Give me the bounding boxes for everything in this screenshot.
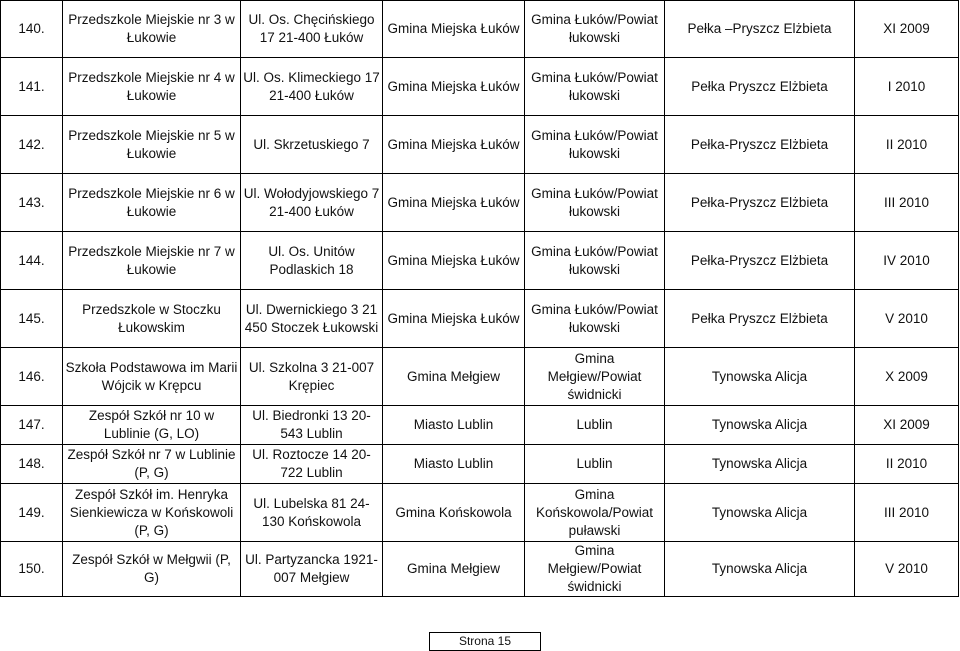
institution-name: Przedszkole Miejskie nr 3 w Łukowie xyxy=(63,1,241,58)
person: Pełka-Pryszcz Elżbieta xyxy=(665,174,855,232)
date: II 2010 xyxy=(855,445,959,484)
powiat: Gmina Mełgiew/Powiat świdnicki xyxy=(525,542,665,597)
row-number: 145. xyxy=(1,290,63,348)
gmina: Gmina Końskowola xyxy=(383,484,525,542)
address: Ul. Skrzetuskiego 7 xyxy=(241,116,383,174)
institution-name: Zespół Szkół nr 7 w Lublinie (P, G) xyxy=(63,445,241,484)
row-number: 146. xyxy=(1,348,63,406)
institution-name: Przedszkole w Stoczku Łukowskim xyxy=(63,290,241,348)
institution-name: Przedszkole Miejskie nr 6 w Łukowie xyxy=(63,174,241,232)
row-number: 140. xyxy=(1,1,63,58)
table-row xyxy=(1,1,959,58)
gmina: Gmina Miejska Łuków xyxy=(383,116,525,174)
gmina: Gmina Miejska Łuków xyxy=(383,174,525,232)
person: Tynowska Alicja xyxy=(665,348,855,406)
powiat: Lublin xyxy=(525,406,665,445)
page-number: Strona 15 xyxy=(429,632,541,651)
address: Ul. Os. Unitów Podlaskich 18 xyxy=(241,232,383,290)
address: Ul. Roztocze 14 20-722 Lublin xyxy=(241,445,383,484)
gmina: Gmina Miejska Łuków xyxy=(383,58,525,116)
institution-name: Zespół Szkół nr 10 w Lublinie (G, LO) xyxy=(63,406,241,445)
address: Ul. Biedronki 13 20-543 Lublin xyxy=(241,406,383,445)
address: Ul. Lubelska 81 24-130 Końskowola xyxy=(241,484,383,542)
person: Tynowska Alicja xyxy=(665,542,855,597)
table-row xyxy=(1,348,959,406)
date: IV 2010 xyxy=(855,232,959,290)
powiat: Gmina Łuków/Powiat łukowski xyxy=(525,232,665,290)
institution-name: Przedszkole Miejskie nr 5 w Łukowie xyxy=(63,116,241,174)
powiat: Gmina Łuków/Powiat łukowski xyxy=(525,290,665,348)
gmina: Gmina Mełgiew xyxy=(383,348,525,406)
table-row xyxy=(1,116,959,174)
institution-name: Przedszkole Miejskie nr 7 w Łukowie xyxy=(63,232,241,290)
powiat: Gmina Łuków/Powiat łukowski xyxy=(525,1,665,58)
table-row xyxy=(1,232,959,290)
gmina: Miasto Lublin xyxy=(383,445,525,484)
date: III 2010 xyxy=(855,484,959,542)
row-number: 148. xyxy=(1,445,63,484)
powiat: Gmina Łuków/Powiat łukowski xyxy=(525,58,665,116)
institution-name: Szkoła Podstawowa im Marii Wójcik w Krępcu xyxy=(63,348,241,406)
table-row xyxy=(1,445,959,484)
date: II 2010 xyxy=(855,116,959,174)
powiat: Gmina Mełgiew/Powiat świdnicki xyxy=(525,348,665,406)
powiat: Gmina Łuków/Powiat łukowski xyxy=(525,174,665,232)
person: Pełka Pryszcz Elżbieta xyxy=(665,58,855,116)
powiat: Gmina Końskowola/Powiat puławski xyxy=(525,484,665,542)
date: III 2010 xyxy=(855,174,959,232)
table-row xyxy=(1,174,959,232)
date: I 2010 xyxy=(855,58,959,116)
gmina: Gmina Miejska Łuków xyxy=(383,290,525,348)
row-number: 143. xyxy=(1,174,63,232)
institution-name: Przedszkole Miejskie nr 4 w Łukowie xyxy=(63,58,241,116)
table-row xyxy=(1,484,959,542)
address: Ul. Szkolna 3 21-007 Krępiec xyxy=(241,348,383,406)
table-row xyxy=(1,406,959,445)
person: Pełka-Pryszcz Elżbieta xyxy=(665,116,855,174)
gmina: Miasto Lublin xyxy=(383,406,525,445)
row-number: 149. xyxy=(1,484,63,542)
row-number: 147. xyxy=(1,406,63,445)
address: Ul. Partyzancka 1921-007 Mełgiew xyxy=(241,542,383,597)
institution-name: Zespół Szkół w Mełgwii (P, G) xyxy=(63,542,241,597)
person: Pełka Pryszcz Elżbieta xyxy=(665,290,855,348)
table-row xyxy=(1,58,959,116)
date: XI 2009 xyxy=(855,1,959,58)
address: Ul. Dwernickiego 3 21 450 Stoczek Łukowski xyxy=(241,290,383,348)
powiat: Lublin xyxy=(525,445,665,484)
address: Ul. Os. Klimeckiego 17 21-400 Łuków xyxy=(241,58,383,116)
person: Pełka –Pryszcz Elżbieta xyxy=(665,1,855,58)
gmina: Gmina Miejska Łuków xyxy=(383,232,525,290)
address: Ul. Wołodyjowskiego 7 21-400 Łuków xyxy=(241,174,383,232)
powiat: Gmina Łuków/Powiat łukowski xyxy=(525,116,665,174)
person: Tynowska Alicja xyxy=(665,406,855,445)
date: XI 2009 xyxy=(855,406,959,445)
date: X 2009 xyxy=(855,348,959,406)
person: Tynowska Alicja xyxy=(665,484,855,542)
table-row xyxy=(1,542,959,597)
table-row xyxy=(1,290,959,348)
gmina: Gmina Mełgiew xyxy=(383,542,525,597)
institution-name: Zespół Szkół im. Henryka Sienkiewicza w Końskowoli (P, G) xyxy=(63,484,241,542)
person: Tynowska Alicja xyxy=(665,445,855,484)
address: Ul. Os. Chęcińskiego 17 21-400 Łuków xyxy=(241,1,383,58)
row-number: 144. xyxy=(1,232,63,290)
row-number: 150. xyxy=(1,542,63,597)
person: Pełka-Pryszcz Elżbieta xyxy=(665,232,855,290)
date: V 2010 xyxy=(855,542,959,597)
gmina: Gmina Miejska Łuków xyxy=(383,1,525,58)
row-number: 141. xyxy=(1,58,63,116)
row-number: 142. xyxy=(1,116,63,174)
date: V 2010 xyxy=(855,290,959,348)
